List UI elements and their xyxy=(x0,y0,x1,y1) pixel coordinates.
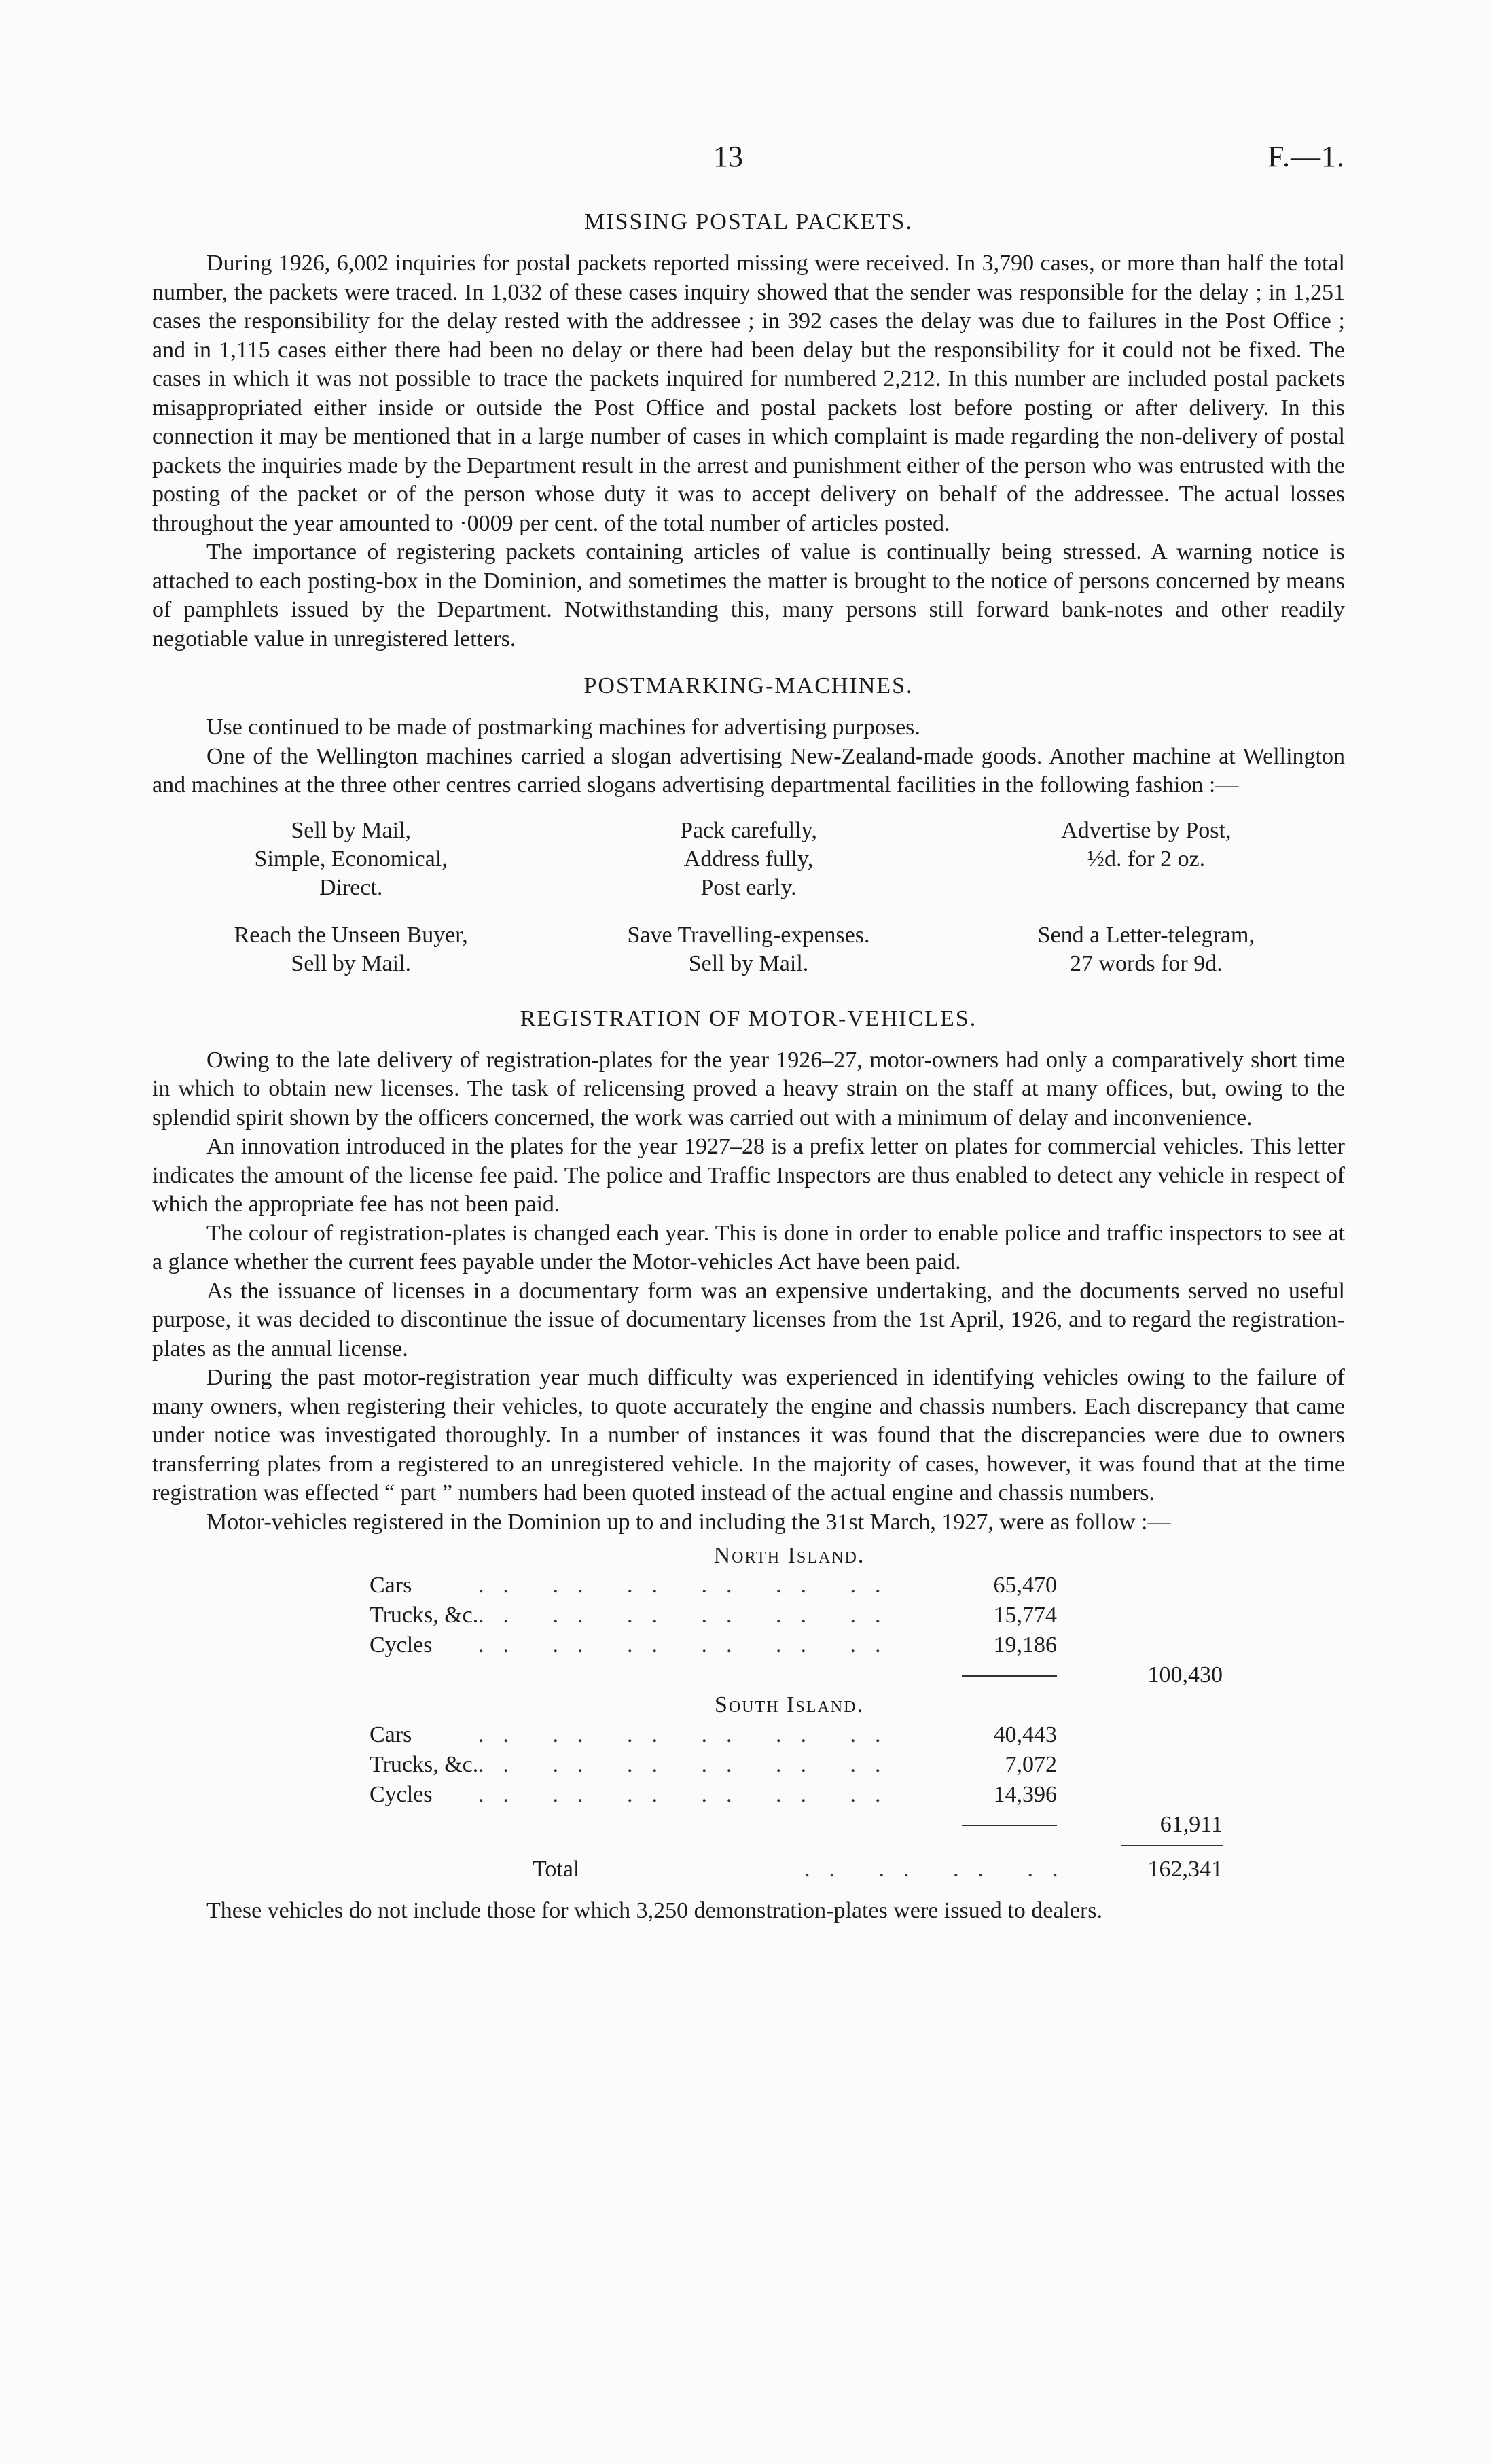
section-heading: MISSING POSTAL PACKETS. xyxy=(584,209,913,234)
slogan-grid xyxy=(152,817,1345,978)
slogan-line: Address fully, xyxy=(683,846,814,872)
slogan xyxy=(948,817,1345,902)
slogan-line: Post early. xyxy=(700,874,797,900)
slogan-line: Pack carefully, xyxy=(680,817,817,843)
slogan-line: Save Travelling-expenses. xyxy=(627,922,870,948)
vehicle-table xyxy=(152,1541,1345,1885)
slogan-line: Sell by Mail, xyxy=(291,817,411,843)
north-island-subtotal: 100,430 xyxy=(1147,1662,1223,1688)
section-registration-motor-vehicles xyxy=(152,1004,1345,1926)
section-heading: REGISTRATION OF MOTOR-VEHICLES. xyxy=(520,1005,977,1031)
row-label: Cycles xyxy=(370,1782,433,1807)
slogan xyxy=(550,817,947,902)
leader-dots: .. .. .. .. xyxy=(804,1857,1077,1882)
row-value: 7,072 xyxy=(1005,1752,1057,1777)
table-row xyxy=(152,1720,1345,1750)
row-label: Cars xyxy=(370,1722,412,1747)
paragraph: The importance of registering packets containing articles of value is continually being stressed. A warning notice is attached to each posting-box in the Dominion, and sometimes the matter is brought to the notice of persons concerned by means of pamphlets issued by the Department. Notwithstanding this, many persons still forward bank-notes and other readily negotiable value in unregistered letters. xyxy=(152,539,1345,651)
slogan-line: Simple, Economical, xyxy=(254,846,448,872)
subtotal-rule xyxy=(962,1675,1057,1677)
total-rule xyxy=(1121,1845,1223,1846)
row-label: Cars xyxy=(370,1573,412,1598)
table-row xyxy=(152,1601,1345,1630)
subtotal-row xyxy=(152,1660,1345,1690)
paragraph: One of the Wellington machines carried a slogan advertising New-Zealand-made goods. Another machine at Wellington and machines at the three other centres carried slogans advertising departmental facilities in the following fashion :— xyxy=(152,743,1345,798)
subtotal-row xyxy=(152,1810,1345,1840)
north-island-heading: North Island. xyxy=(713,1543,865,1568)
table-row xyxy=(152,1750,1345,1780)
paragraph: During 1926, 6,002 inquiries for postal packets reported missing were received. In 3,790 cases, or more than half the total number, the packets were traced. In 1,032 of these cases inquiry showed that the sender was responsible for the delay ; in 1,251 cases the responsibility for the delay rested with the addressee ; in 392 cases the delay was due to failures in the Post Office ; and in 1,115 cases either there had been no delay or there had been delay but the responsibility for it could not be fixed. The cases in which it was not possible to trace the packets inquired for numbered 2,212. In this number are included postal packets misappropriated either inside or outside the Post Office and postal packets lost before posting or after delivery. In this connection it may be mentioned that in a large number of cases in which complaint is made regarding the non-delivery of postal packets the inquiries made by the Department result in the arrest and punishment either of the person who was entrusted with the posting of the packet or of the person whose duty it was to accept delivery on behalf of the addressee. The actual losses throughout the year amounted to ·0009 per cent. of the total number of articles posted. xyxy=(152,251,1345,536)
section-heading: POSTMARKING-MACHINES. xyxy=(583,673,914,698)
south-island-subtotal: 61,911 xyxy=(1159,1812,1223,1837)
total-value: 162,341 xyxy=(1147,1857,1223,1882)
table-row xyxy=(152,1780,1345,1810)
leader-dots: .. .. .. .. .. .. xyxy=(478,1603,900,1628)
row-value: 14,396 xyxy=(993,1782,1057,1807)
total-rule-row xyxy=(152,1840,1345,1855)
page-content xyxy=(152,207,1345,1925)
page-number: 13 xyxy=(713,140,743,173)
slogan-line: ½d. for 2 oz. xyxy=(1087,846,1206,872)
paragraph: Use continued to be made of postmarking machines for advertising purposes. xyxy=(206,715,920,740)
paragraph: During the past motor-registration year much difficulty was experienced in identifying vehicles owing to the failure of many owners, when registering their vehicles, to quote accurately the engine and chassis numbers. Each discrepancy that came under notice was investigated thoroughly. In a number of instances it was found that the discrepancies were due to owners transferring plates from a registered to an unregistered vehicle. In the majority of cases, however, it was found that at the time registration was effected “ part ” numbers had been quoted instead of the actual engine and chassis numbers. xyxy=(152,1365,1345,1505)
slogan xyxy=(152,817,550,902)
row-label: Cycles xyxy=(370,1632,433,1658)
table-row xyxy=(152,1630,1345,1660)
section-missing-postal-packets xyxy=(152,207,1345,654)
leader-dots: .. .. .. .. .. .. xyxy=(478,1722,900,1747)
slogan-line: Direct. xyxy=(319,874,383,900)
slogan-line: Sell by Mail. xyxy=(291,950,411,976)
paragraph: The colour of registration-plates is changed each year. This is done in order to enable police and traffic inspectors to see at a glance whether the current fees payable under the Motor-vehicles Act have been paid. xyxy=(152,1220,1345,1274)
row-value: 19,186 xyxy=(993,1632,1057,1658)
leader-dots: .. .. .. .. .. .. xyxy=(478,1752,900,1777)
slogan xyxy=(550,921,947,978)
slogan xyxy=(152,921,550,978)
total-label: Total xyxy=(533,1857,580,1882)
paragraph: As the issuance of licenses in a documentary form was an expensive undertaking, and the documents served no useful purpose, it was decided to discontinue the issue of documentary licenses from the 1st April, 1926, and to regard the registration-plates as the annual license. xyxy=(152,1278,1345,1361)
row-label: Trucks, &c. xyxy=(370,1603,479,1628)
table-row xyxy=(152,1571,1345,1601)
slogan-line: Reach the Unseen Buyer, xyxy=(234,922,468,948)
slogan-line: Advertise by Post, xyxy=(1061,817,1231,843)
section-postmarking-machines xyxy=(152,671,1345,978)
document-reference: F.—1. xyxy=(1267,140,1345,173)
page-header xyxy=(0,139,1493,180)
footnote: These vehicles do not include those for which 3,250 demonstration-plates were issued to dealers. xyxy=(206,1898,1103,1923)
paragraph: An innovation introduced in the plates for the year 1927–28 is a prefix letter on plates for commercial vehicles. This letter indicates the amount of the license fee paid. The police and Traffic Inspectors are thus enabled to detect any vehicle in respect of which the appropriate fee has not been paid. xyxy=(152,1134,1345,1217)
slogan-line: Sell by Mail. xyxy=(688,950,809,976)
row-value: 65,470 xyxy=(993,1573,1057,1598)
row-value: 15,774 xyxy=(993,1603,1057,1628)
leader-dots: .. .. .. .. .. .. xyxy=(478,1782,900,1807)
paragraph: Owing to the late delivery of registration-plates for the year 1926–27, motor-owners had only a comparatively short time in which to obtain new licenses. The task of relicensing proved a heavy strain on the staff at many offices, but, owing to the splendid spirit shown by the officers concerned, the work was carried out with a minimum of delay and inconvenience. xyxy=(152,1047,1345,1130)
leader-dots: .. .. .. .. .. .. xyxy=(478,1573,900,1598)
row-value: 40,443 xyxy=(993,1722,1057,1747)
total-row xyxy=(152,1855,1345,1885)
south-island-heading: South Island. xyxy=(715,1692,864,1717)
leader-dots: .. .. .. .. .. .. xyxy=(478,1632,900,1658)
row-label: Trucks, &c. xyxy=(370,1752,479,1777)
paragraph: Motor-vehicles registered in the Dominion up to and including the 31st March, 1927, were as follow :— xyxy=(206,1509,1171,1535)
slogan xyxy=(948,921,1345,978)
slogan-line: 27 words for 9d. xyxy=(1069,950,1223,976)
subtotal-rule xyxy=(962,1825,1057,1826)
slogan-line: Send a Letter-telegram, xyxy=(1037,922,1255,948)
